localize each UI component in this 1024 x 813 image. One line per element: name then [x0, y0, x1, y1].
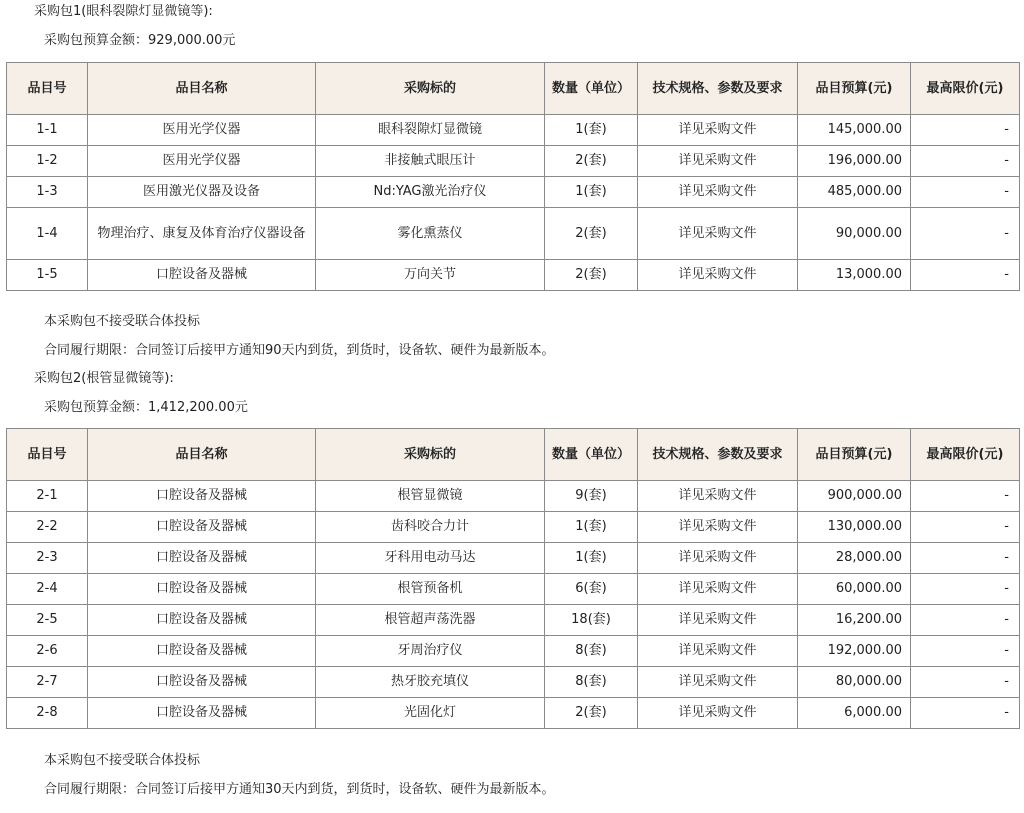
cell-item-no: 2-5	[7, 605, 88, 636]
cell-target: 热牙胶充填仪	[316, 667, 545, 698]
cell-spec: 详见采购文件	[638, 667, 798, 698]
cell-max-price: -	[911, 698, 1020, 729]
cell-spec: 详见采购文件	[638, 605, 798, 636]
table-row	[7, 605, 1020, 636]
cell-target: Nd:YAG激光治疗仪	[316, 177, 545, 208]
package-1-consortium-note: 本采购包不接受联合体投标	[44, 314, 201, 329]
cell-quantity: 6(套)	[545, 574, 638, 605]
col-header-max-price: 最高限价(元)	[911, 429, 1020, 481]
cell-item-no: 1-1	[7, 115, 88, 146]
cell-target: 万向关节	[316, 260, 545, 291]
col-header-budget: 品目预算(元)	[798, 429, 911, 481]
cell-spec: 详见采购文件	[638, 115, 798, 146]
cell-item-name: 口腔设备及器械	[88, 574, 316, 605]
cell-spec: 详见采购文件	[638, 177, 798, 208]
cell-max-price: -	[911, 667, 1020, 698]
package-2-budget: 采购包预算金额：1,412,200.00元	[44, 400, 248, 415]
package-1-delivery-note: 合同履行期限：合同签订后接甲方通知90天内到货，到货时，设备软、硬件为最新版本。	[44, 343, 555, 358]
cell-spec: 详见采购文件	[638, 481, 798, 512]
col-header-target: 采购标的	[316, 63, 545, 115]
cell-budget: 13,000.00	[798, 260, 911, 291]
cell-max-price: -	[911, 512, 1020, 543]
cell-quantity: 2(套)	[545, 146, 638, 177]
cell-quantity: 1(套)	[545, 512, 638, 543]
cell-max-price: -	[911, 208, 1020, 260]
cell-item-no: 1-3	[7, 177, 88, 208]
col-header-target: 采购标的	[316, 429, 545, 481]
cell-item-no: 2-6	[7, 636, 88, 667]
package-2-consortium-note: 本采购包不接受联合体投标	[44, 753, 201, 768]
cell-spec: 详见采购文件	[638, 208, 798, 260]
cell-budget: 60,000.00	[798, 574, 911, 605]
cell-item-name: 口腔设备及器械	[88, 512, 316, 543]
table-row	[7, 667, 1020, 698]
table-header-row	[7, 63, 1020, 115]
cell-item-name: 医用光学仪器	[88, 115, 316, 146]
cell-max-price: -	[911, 481, 1020, 512]
cell-spec: 详见采购文件	[638, 543, 798, 574]
cell-max-price: -	[911, 146, 1020, 177]
col-header-spec: 技术规格、参数及要求	[638, 63, 798, 115]
cell-quantity: 18(套)	[545, 605, 638, 636]
cell-quantity: 8(套)	[545, 667, 638, 698]
cell-item-no: 2-4	[7, 574, 88, 605]
package-2-table	[6, 428, 1020, 729]
cell-target: 牙周治疗仪	[316, 636, 545, 667]
col-header-quantity: 数量（单位）	[545, 429, 638, 481]
cell-spec: 详见采购文件	[638, 146, 798, 177]
cell-max-price: -	[911, 543, 1020, 574]
col-header-budget: 品目预算(元)	[798, 63, 911, 115]
cell-item-name: 口腔设备及器械	[88, 481, 316, 512]
cell-quantity: 9(套)	[545, 481, 638, 512]
col-header-item-name: 品目名称	[88, 429, 316, 481]
cell-spec: 详见采购文件	[638, 698, 798, 729]
cell-target: 根管预备机	[316, 574, 545, 605]
cell-item-no: 2-3	[7, 543, 88, 574]
cell-item-name: 医用光学仪器	[88, 146, 316, 177]
cell-budget: 192,000.00	[798, 636, 911, 667]
cell-target: 齿科咬合力计	[316, 512, 545, 543]
cell-quantity: 8(套)	[545, 636, 638, 667]
cell-budget: 90,000.00	[798, 208, 911, 260]
table-row	[7, 115, 1020, 146]
cell-max-price: -	[911, 260, 1020, 291]
table-row	[7, 146, 1020, 177]
cell-item-name: 口腔设备及器械	[88, 605, 316, 636]
table-row	[7, 177, 1020, 208]
table-row	[7, 481, 1020, 512]
cell-item-name: 口腔设备及器械	[88, 636, 316, 667]
table-header-row	[7, 429, 1020, 481]
cell-budget: 16,200.00	[798, 605, 911, 636]
cell-item-name: 口腔设备及器械	[88, 667, 316, 698]
table-row	[7, 208, 1020, 260]
col-header-max-price: 最高限价(元)	[911, 63, 1020, 115]
cell-item-no: 2-7	[7, 667, 88, 698]
cell-budget: 196,000.00	[798, 146, 911, 177]
cell-item-name: 口腔设备及器械	[88, 698, 316, 729]
cell-quantity: 2(套)	[545, 260, 638, 291]
cell-budget: 130,000.00	[798, 512, 911, 543]
cell-budget: 900,000.00	[798, 481, 911, 512]
package-1-table	[6, 62, 1020, 291]
cell-target: 眼科裂隙灯显微镜	[316, 115, 545, 146]
table-row	[7, 574, 1020, 605]
package-1-title: 采购包1(眼科裂隙灯显微镜等):	[34, 4, 213, 19]
cell-item-no: 1-5	[7, 260, 88, 291]
cell-target: 牙科用电动马达	[316, 543, 545, 574]
table-row	[7, 636, 1020, 667]
cell-item-name: 物理治疗、康复及体育治疗仪器设备	[88, 208, 316, 260]
cell-target: 雾化熏蒸仪	[316, 208, 545, 260]
cell-max-price: -	[911, 605, 1020, 636]
col-header-item-name: 品目名称	[88, 63, 316, 115]
cell-target: 根管显微镜	[316, 481, 545, 512]
cell-quantity: 1(套)	[545, 177, 638, 208]
cell-item-no: 2-2	[7, 512, 88, 543]
cell-target: 根管超声荡洗器	[316, 605, 545, 636]
cell-item-no: 2-1	[7, 481, 88, 512]
table-row	[7, 260, 1020, 291]
table-row	[7, 512, 1020, 543]
cell-budget: 485,000.00	[798, 177, 911, 208]
cell-item-name: 口腔设备及器械	[88, 260, 316, 291]
cell-target: 非接触式眼压计	[316, 146, 545, 177]
col-header-quantity: 数量（单位）	[545, 63, 638, 115]
cell-max-price: -	[911, 636, 1020, 667]
cell-budget: 145,000.00	[798, 115, 911, 146]
cell-max-price: -	[911, 115, 1020, 146]
cell-quantity: 1(套)	[545, 115, 638, 146]
table-row	[7, 543, 1020, 574]
cell-item-no: 1-4	[7, 208, 88, 260]
cell-budget: 6,000.00	[798, 698, 911, 729]
cell-budget: 28,000.00	[798, 543, 911, 574]
cell-target: 光固化灯	[316, 698, 545, 729]
package-1-budget: 采购包预算金额：929,000.00元	[44, 33, 236, 48]
cell-max-price: -	[911, 177, 1020, 208]
cell-spec: 详见采购文件	[638, 574, 798, 605]
cell-budget: 80,000.00	[798, 667, 911, 698]
cell-item-no: 2-8	[7, 698, 88, 729]
cell-item-name: 医用激光仪器及设备	[88, 177, 316, 208]
cell-quantity: 2(套)	[545, 208, 638, 260]
cell-quantity: 2(套)	[545, 698, 638, 729]
cell-item-no: 1-2	[7, 146, 88, 177]
cell-spec: 详见采购文件	[638, 636, 798, 667]
cell-max-price: -	[911, 574, 1020, 605]
col-header-item-no: 品目号	[7, 429, 88, 481]
package-2-delivery-note: 合同履行期限：合同签订后接甲方通知30天内到货，到货时，设备软、硬件为最新版本。	[44, 782, 555, 797]
table-row	[7, 698, 1020, 729]
col-header-item-no: 品目号	[7, 63, 88, 115]
cell-quantity: 1(套)	[545, 543, 638, 574]
package-2-title: 采购包2(根管显微镜等):	[34, 371, 174, 386]
col-header-spec: 技术规格、参数及要求	[638, 429, 798, 481]
cell-spec: 详见采购文件	[638, 260, 798, 291]
cell-item-name: 口腔设备及器械	[88, 543, 316, 574]
cell-spec: 详见采购文件	[638, 512, 798, 543]
